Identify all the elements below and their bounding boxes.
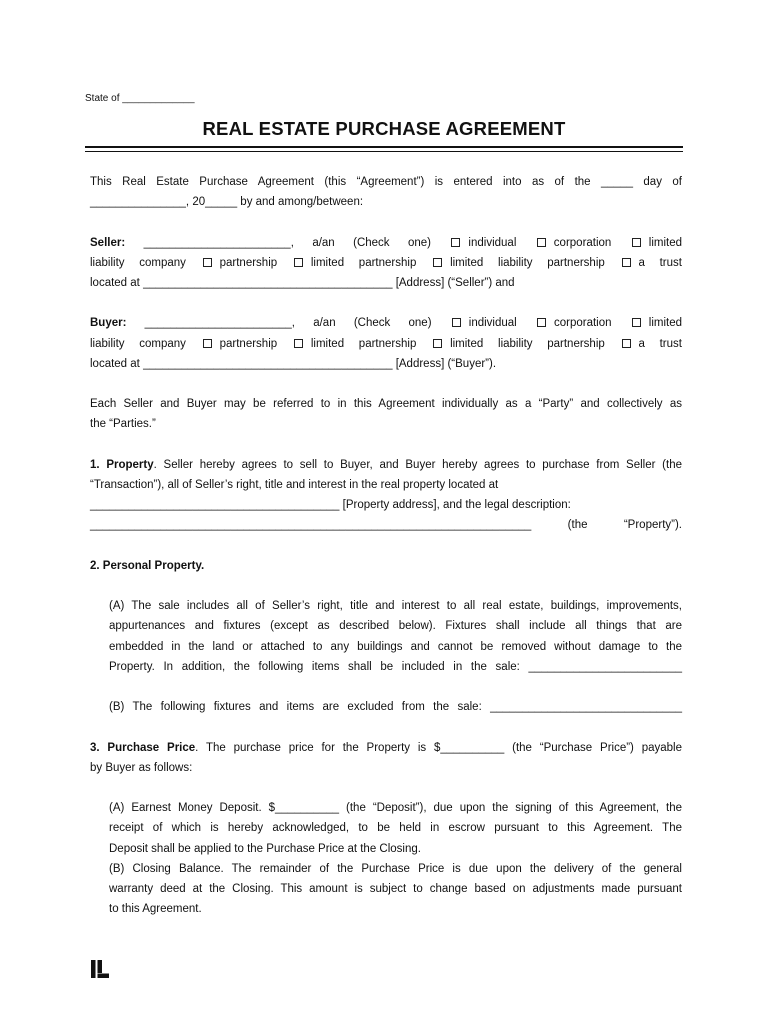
seller-llc-label: limited <box>648 236 682 249</box>
section2-heading-text: 2. Personal Property. <box>90 559 205 572</box>
section3-b-line-2: warranty deed at the Closing. This amount is subject to change based on adjustments made pursuant <box>109 882 682 895</box>
buyer-llp-checkbox[interactable] <box>433 339 442 348</box>
buyer-llc-label-cont: liability company <box>90 337 201 350</box>
seller-individual-label: individual <box>468 236 535 249</box>
section3-a-line-1: (A) Earnest Money Deposit. $__________ (the “Deposit”), due upon the signing of this Agreement, the <box>109 802 682 815</box>
seller-partnership-checkbox[interactable] <box>203 258 212 267</box>
section3-b-line-1: (B) Closing Balance. The remainder of the Purchase Price is due upon the delivery of the general <box>109 862 682 875</box>
section2-a-line-3: embedded in the land or attached to any buildings and cannot be removed without damage to the <box>109 640 682 653</box>
seller-label: Seller: <box>90 236 126 249</box>
parties-line-2: the “Parties.” <box>90 418 156 431</box>
seller-line-1 <box>90 233 682 253</box>
section2-a-line-1: (A) The sale includes all of Seller’s right, title and interest to all real estate, buildings, improvements, <box>109 600 682 613</box>
buyer-individual-label: individual <box>468 317 535 330</box>
section1-heading: 1. Property <box>90 458 154 471</box>
section2-b-line-1: (B) The following fixtures and items are excluded from the sale: ______________________________ <box>109 701 682 714</box>
section3-text: . The purchase price for the Property is $__________ (the “Purchase Price”) payable <box>195 741 682 754</box>
section2-a-line-2: appurtenances and fixtures (except as described below). Fixtures shall include all things that are <box>109 620 682 633</box>
buyer-label: Buyer: <box>90 317 127 330</box>
buyer-line-1 <box>90 313 682 333</box>
buyer-name-type: _______________________, a/an (Check one) <box>126 317 450 330</box>
seller-limited-partnership-checkbox[interactable] <box>294 258 303 267</box>
seller-partnership-label: partnership <box>219 256 292 269</box>
section3-line-2: by Buyer as follows: <box>90 761 193 774</box>
seller-limited-partnership-label: limited partnership <box>310 256 432 269</box>
section1-line-4: _____________________________________________________________________ (the “Property”). <box>90 519 682 532</box>
section3-line-1 <box>90 738 682 758</box>
brand-logo-icon <box>91 960 109 978</box>
buyer-llc-label: limited <box>648 317 682 330</box>
section2-a-line-4: Property. In addition, the following items shall be included in the sale: ________________________ <box>109 660 682 673</box>
seller-llp-checkbox[interactable] <box>433 258 442 267</box>
buyer-llc-checkbox[interactable] <box>632 318 641 327</box>
seller-llc-checkbox[interactable] <box>632 238 641 247</box>
section1-line-1 <box>90 455 682 475</box>
seller-line-2 <box>90 253 682 273</box>
intro-line-2: _______________, 20_____ by and among/between: <box>90 196 364 209</box>
intro-line-1: This Real Estate Purchase Agreement (this “Agreement”) is entered into as of the _____ day of <box>90 176 682 188</box>
seller-llp-label: limited liability partnership <box>450 256 620 269</box>
buyer-line-2 <box>90 334 682 354</box>
section1-line-3: _______________________________________ [Property address], and the legal description: <box>90 499 571 512</box>
title-rule-thin <box>85 151 683 152</box>
buyer-individual-checkbox[interactable] <box>452 318 461 327</box>
section3-b-line-3: to this Agreement. <box>109 903 202 916</box>
buyer-llp-label: limited liability partnership <box>450 337 620 350</box>
seller-corporation-label: corporation <box>553 236 630 249</box>
section3-a-line-2: receipt of which is hereby acknowledged, to be held in escrow pursuant to this Agreement. The <box>109 822 682 835</box>
section3-heading: 3. Purchase Price <box>90 741 196 754</box>
buyer-partnership-checkbox[interactable] <box>203 339 212 348</box>
seller-trust-checkbox[interactable] <box>622 258 631 267</box>
seller-individual-checkbox[interactable] <box>451 238 460 247</box>
seller-location: located at _______________________________________ [Address] (“Seller”) and <box>90 277 515 289</box>
buyer-trust-checkbox[interactable] <box>622 339 631 348</box>
buyer-corporation-label: corporation <box>553 317 630 330</box>
title-rule-thick <box>85 146 683 148</box>
buyer-location: located at _______________________________________ [Address] (“Buyer”). <box>90 357 497 370</box>
buyer-limited-partnership-checkbox[interactable] <box>294 339 303 348</box>
state-line: State of _____________ <box>85 93 195 104</box>
seller-trust-label: a trust <box>638 256 682 269</box>
buyer-trust-label: a trust <box>638 337 682 350</box>
section3-a-line-3: Deposit shall be applied to the Purchase Price at the Closing. <box>109 842 421 855</box>
seller-name-type: _______________________, a/an (Check one) <box>125 236 450 249</box>
agreement-body <box>90 172 682 919</box>
buyer-corporation-checkbox[interactable] <box>537 318 546 327</box>
section1-text: . Seller hereby agrees to sell to Buyer, and Buyer hereby agrees to purchase from Seller (the <box>153 458 682 471</box>
seller-llc-label-cont: liability company <box>90 256 201 269</box>
parties-line-1: Each Seller and Buyer may be referred to in this Agreement individually as a “Party” and collectively as <box>90 398 682 411</box>
seller-corporation-checkbox[interactable] <box>537 238 546 247</box>
section2-heading <box>90 556 682 576</box>
page-title: REAL ESTATE PURCHASE AGREEMENT <box>202 118 566 139</box>
buyer-limited-partnership-label: limited partnership <box>310 337 432 350</box>
buyer-partnership-label: partnership <box>219 337 292 350</box>
section1-line-2: “Transaction”), all of Seller’s right, title and interest in the real property located at <box>90 478 499 491</box>
